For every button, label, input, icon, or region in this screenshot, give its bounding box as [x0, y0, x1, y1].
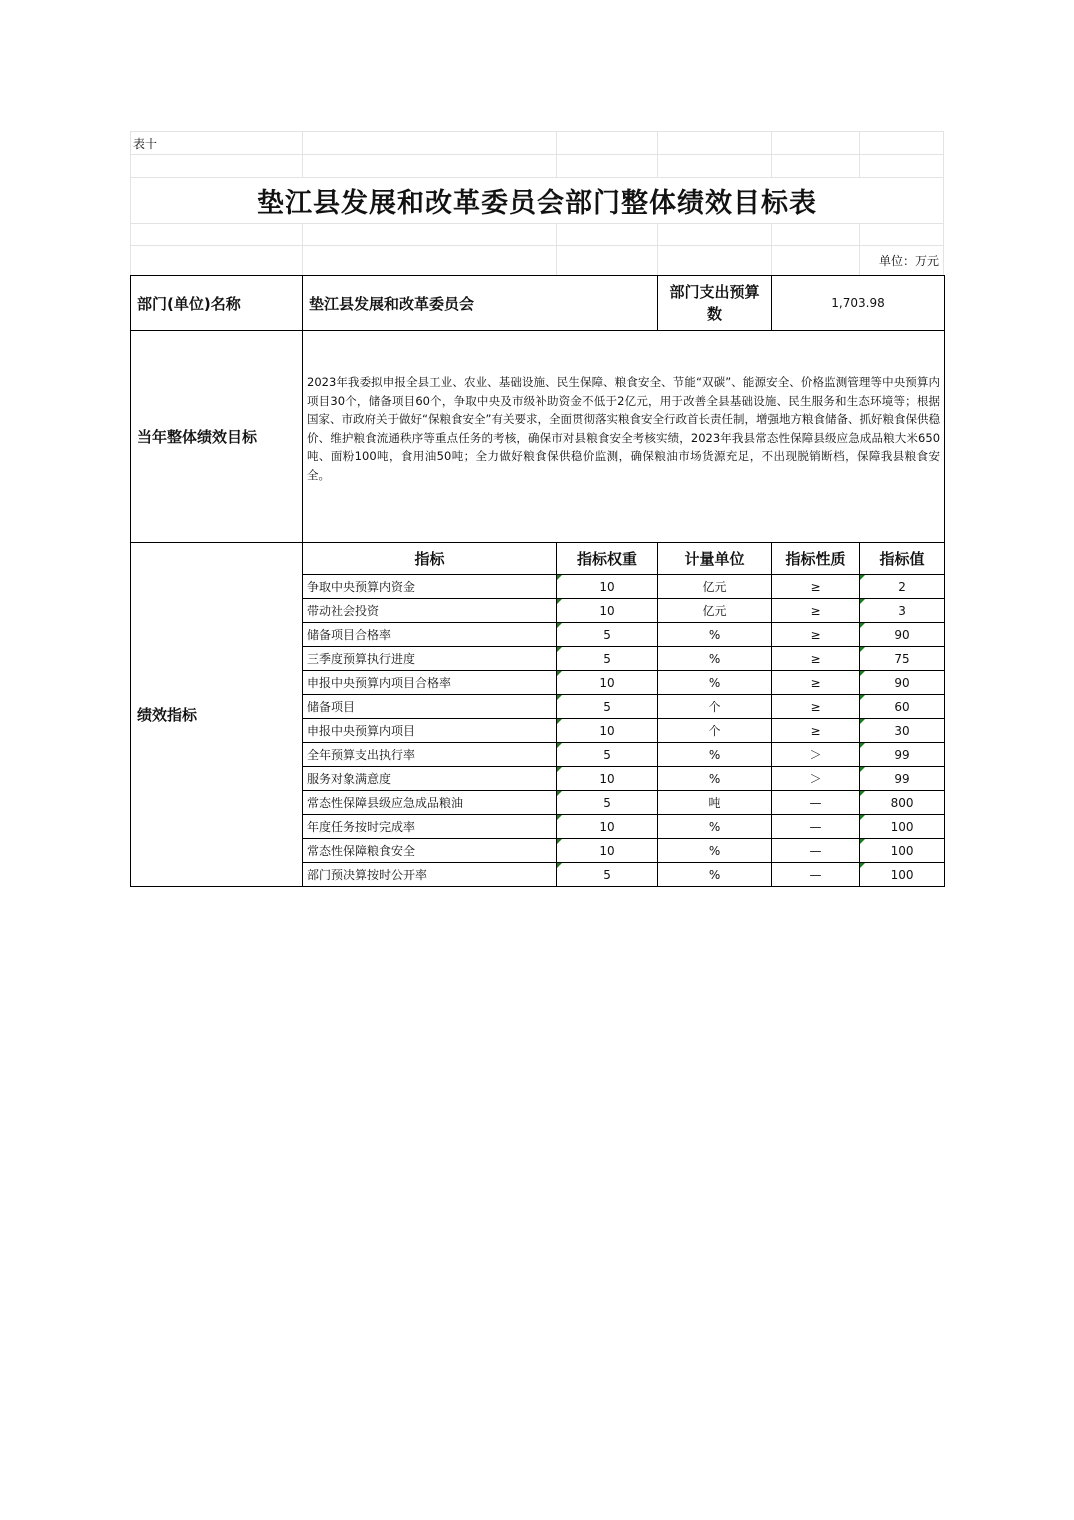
- indicator-value: 100: [860, 815, 945, 839]
- indicator-name: 常态性保障粮食安全: [303, 839, 557, 863]
- indicator-name: 三季度预算执行进度: [303, 647, 557, 671]
- indicator-nature: —: [772, 791, 860, 815]
- indicator-value: 90: [860, 671, 945, 695]
- indicator-unit: 亿元: [658, 575, 772, 599]
- indicator-unit: %: [658, 647, 772, 671]
- dept-label: 部门(单位)名称: [131, 276, 303, 331]
- indicator-value: 2: [860, 575, 945, 599]
- performance-sheet: [130, 131, 944, 887]
- indicator-value: 30: [860, 719, 945, 743]
- goal-cell: [303, 331, 945, 543]
- header-weight: 指标权重: [557, 543, 658, 575]
- goal-row: [131, 331, 945, 543]
- title-row: [130, 178, 944, 224]
- budget-label-text: 部门支出预算数: [669, 283, 760, 323]
- indicator-value: 60: [860, 695, 945, 719]
- indicator-name: 争取中央预算内资金: [303, 575, 557, 599]
- indicator-unit: 个: [658, 695, 772, 719]
- indicator-nature: ≥: [772, 623, 860, 647]
- indicator-value: 100: [860, 839, 945, 863]
- indicator-value: 800: [860, 791, 945, 815]
- indicator-nature: ≥: [772, 599, 860, 623]
- indicator-name: 带动社会投资: [303, 599, 557, 623]
- indicator-name: 申报中央预算内项目: [303, 719, 557, 743]
- sheet-header-area: [130, 131, 944, 275]
- indicator-unit: 个: [658, 719, 772, 743]
- blank-row: [130, 155, 944, 178]
- indicator-value: 75: [860, 647, 945, 671]
- indicator-weight: 10: [557, 671, 658, 695]
- indicator-unit: %: [658, 743, 772, 767]
- budget-value: 1,703.98: [772, 276, 945, 331]
- goal-text: 2023年我委拟申报全县工业、农业、基础设施、民生保障、粮食安全、节能“双碳”、能源安全、价格监测管理等中央预算内项目30个，储备项目60个，争取中央及市级补助资金不低于2亿元，用于改善全县基础设施、民生服务和生态环境等；根据国家、市政府关于做好“保粮食安全”有关要求，全面贯彻落实粮食安全行政首长责任制，增强地方粮食储备、抓好粮食保供稳价、维护粮食流通秩序等重点任务的考核，确保市对县粮食安全考核实绩，2023年我县常态性保障县级应急成品粮大米650吨、面粉100吨，食用油50吨；全力做好粮食保供稳价监测，确保粮油市场货源充足，不出现脱销断档，保障我县粮食安全。: [307, 375, 941, 482]
- indicator-weight: 5: [557, 743, 658, 767]
- dept-row: [131, 276, 945, 331]
- indicator-name: 服务对象满意度: [303, 767, 557, 791]
- goal-label: 当年整体绩效目标: [131, 331, 303, 543]
- indicator-value: 3: [860, 599, 945, 623]
- indicator-nature: ＞: [772, 743, 860, 767]
- indicator-weight: 5: [557, 695, 658, 719]
- indicator-nature: —: [772, 863, 860, 887]
- header-unit: 计量单位: [658, 543, 772, 575]
- indicator-nature: ＞: [772, 767, 860, 791]
- indicator-weight: 5: [557, 791, 658, 815]
- indicator-weight: 10: [557, 719, 658, 743]
- indicator-unit: %: [658, 839, 772, 863]
- sheet-label-row: [130, 131, 944, 155]
- indicator-nature: ≥: [772, 695, 860, 719]
- indicator-weight: 10: [557, 575, 658, 599]
- indicator-unit: %: [658, 623, 772, 647]
- page-title: 垫江县发展和改革委员会部门整体绩效目标表: [257, 188, 817, 219]
- unit-row: [130, 246, 944, 275]
- indicator-nature: ≥: [772, 671, 860, 695]
- indicator-header-row: [131, 543, 945, 575]
- indicator-name: 年度任务按时完成率: [303, 815, 557, 839]
- indicator-weight: 5: [557, 863, 658, 887]
- indicator-unit: %: [658, 863, 772, 887]
- indicator-name: 部门预决算按时公开率: [303, 863, 557, 887]
- unit-label: 单位：万元: [878, 254, 939, 268]
- indicator-unit: 吨: [658, 791, 772, 815]
- indicator-value: 100: [860, 863, 945, 887]
- performance-table: [130, 275, 945, 887]
- dept-name: 垫江县发展和改革委员会: [303, 276, 658, 331]
- indicator-weight: 10: [557, 599, 658, 623]
- indicator-value: 99: [860, 767, 945, 791]
- header-indicator: 指标: [303, 543, 557, 575]
- indicator-weight: 10: [557, 815, 658, 839]
- indicator-nature: ≥: [772, 575, 860, 599]
- indicator-unit: 亿元: [658, 599, 772, 623]
- header-value: 指标值: [860, 543, 945, 575]
- indicator-weight: 5: [557, 623, 658, 647]
- blank-row: [130, 224, 944, 246]
- indicator-unit: %: [658, 671, 772, 695]
- indicator-nature: —: [772, 815, 860, 839]
- indicator-value: 90: [860, 623, 945, 647]
- indicator-nature: ≥: [772, 719, 860, 743]
- indicator-unit: %: [658, 767, 772, 791]
- indicator-weight: 5: [557, 647, 658, 671]
- budget-label: [658, 276, 772, 331]
- indicator-name: 储备项目: [303, 695, 557, 719]
- indicator-nature: —: [772, 839, 860, 863]
- perf-label: 绩效指标: [131, 543, 303, 887]
- indicator-value: 99: [860, 743, 945, 767]
- indicator-name: 常态性保障县级应急成品粮油: [303, 791, 557, 815]
- sheet-label: 表十: [133, 137, 158, 151]
- indicator-nature: ≥: [772, 647, 860, 671]
- indicator-weight: 10: [557, 839, 658, 863]
- indicator-unit: %: [658, 815, 772, 839]
- indicator-body: [131, 543, 945, 887]
- indicator-name: 申报中央预算内项目合格率: [303, 671, 557, 695]
- indicator-name: 全年预算支出执行率: [303, 743, 557, 767]
- indicator-weight: 10: [557, 767, 658, 791]
- indicator-name: 储备项目合格率: [303, 623, 557, 647]
- header-nature: 指标性质: [772, 543, 860, 575]
